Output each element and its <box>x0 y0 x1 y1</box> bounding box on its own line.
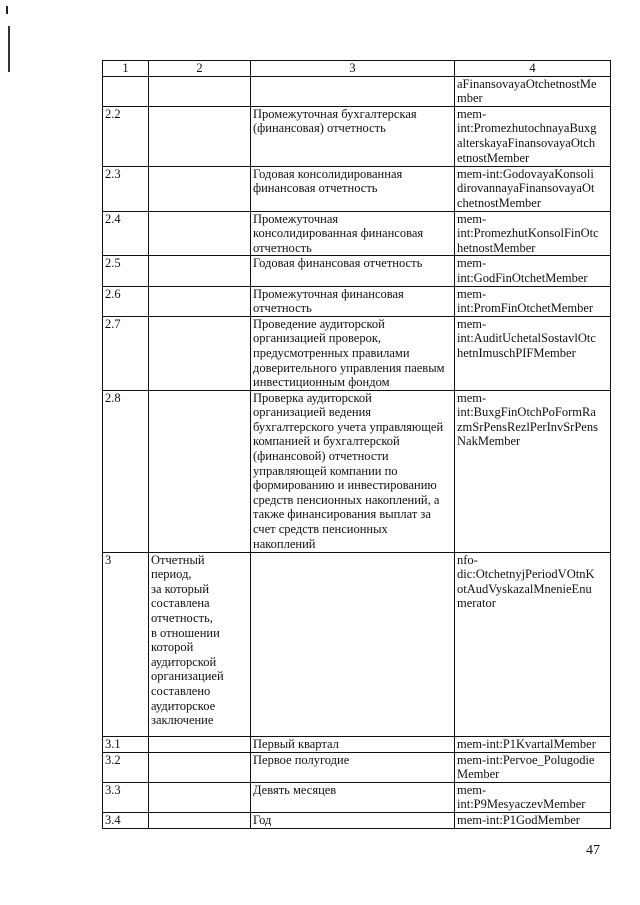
cell-col4 <box>455 166 611 211</box>
cell-line: (финансовой) отчетности <box>253 449 389 464</box>
column-header: 3 <box>251 61 455 77</box>
cell-line: Member <box>457 767 500 782</box>
cell-line: компанией и бухгалтерской <box>253 434 400 449</box>
cell-line: организацией ведения <box>253 405 372 420</box>
cell-col1: 3.2 <box>103 752 149 782</box>
cell-col3 <box>251 752 455 782</box>
cell-line: mem- <box>457 256 487 271</box>
cell-line: int:AuditUchetalSostavlOtc <box>457 331 596 346</box>
cell-line: (финансовая) отчетность <box>253 121 386 136</box>
cell-line: int:PromezhutKonsolFinOtc <box>457 226 599 241</box>
cell-col3 <box>251 286 455 316</box>
cell-line: период, <box>151 567 192 582</box>
cell-col1: 3.1 <box>103 736 149 752</box>
cell-col2 <box>149 166 251 211</box>
page-number: 47 <box>586 843 600 858</box>
cell-line: накоплений <box>253 536 316 551</box>
cell-col2 <box>149 752 251 782</box>
cell-line: Промежуточная бухгалтерская <box>253 106 417 121</box>
cell-col1: 3.3 <box>103 782 149 812</box>
cell-col3 <box>251 813 455 829</box>
cell-col4 <box>455 211 611 256</box>
table-header-row <box>103 61 611 77</box>
cell-col1: 2.6 <box>103 286 149 316</box>
cell-col2 <box>149 286 251 316</box>
cell-col4 <box>455 76 611 106</box>
cell-line: средств пенсионных накоплений, а <box>253 492 440 507</box>
cell-line: Годовая финансовая отчетность <box>253 256 423 271</box>
cell-line: счет средств пенсионных <box>253 522 388 537</box>
cell-col3 <box>251 316 455 390</box>
cell-col3 <box>251 256 455 286</box>
cell-line: отчетность, <box>151 611 213 626</box>
table-row <box>103 316 611 390</box>
cell-col1: 2.4 <box>103 211 149 256</box>
table-row <box>103 106 611 166</box>
cell-line: Проведение аудиторской <box>253 316 385 331</box>
cell-line: int:PromFinOtchetMember <box>457 301 594 316</box>
cell-line: аудиторской <box>151 654 217 669</box>
cell-col1 <box>103 76 149 106</box>
cell-line: dirovannayaFinansovayaOt <box>457 181 595 196</box>
cell-line: int:PromezhutochnayaBuxg <box>457 121 597 136</box>
table-row <box>103 736 611 752</box>
cell-line: int:BuxgFinOtchPoFormRa <box>457 405 596 420</box>
cell-col1: 2.8 <box>103 390 149 552</box>
cell-col1: 2.2 <box>103 106 149 166</box>
cell-line: предусмотренных правилами <box>253 345 410 360</box>
cell-col1: 3.4 <box>103 813 149 829</box>
table-row <box>103 166 611 211</box>
cell-line: консолидированная финансовая <box>253 226 424 241</box>
margin-bar <box>8 26 10 72</box>
table-row <box>103 390 611 552</box>
cell-line: финансовая отчетность <box>253 181 378 196</box>
cell-col3 <box>251 782 455 812</box>
cell-line: otAudVyskazalMnenieEnu <box>457 581 592 596</box>
cell-col3 <box>251 390 455 552</box>
cell-line: NakMember <box>457 434 521 449</box>
cell-line: mem- <box>457 782 487 797</box>
cell-line: int:GodFinOtchetMember <box>457 270 588 285</box>
table-row <box>103 552 611 736</box>
cell-line: Первый квартал <box>253 736 339 751</box>
cell-line: формированию и инвестированию <box>253 478 437 493</box>
cell-line: Годовая консолидированная <box>253 166 403 181</box>
cell-col2 <box>149 76 251 106</box>
cell-line: hetnImuschPIFMember <box>457 345 576 360</box>
cell-col3 <box>251 552 455 736</box>
table-row <box>103 813 611 829</box>
cell-line: mem-int:P1KvartalMember <box>457 736 596 751</box>
cell-line: Промежуточная <box>253 211 339 226</box>
cell-col2 <box>149 316 251 390</box>
column-header: 4 <box>455 61 611 77</box>
cell-col3 <box>251 211 455 256</box>
cell-line: merator <box>457 596 496 611</box>
cell-line: Первое полугодие <box>253 752 350 767</box>
table-row <box>103 256 611 286</box>
cell-line: mem- <box>457 286 487 301</box>
cell-col2 <box>149 552 251 736</box>
cell-line: составлено <box>151 684 211 699</box>
cell-line: chetnostMember <box>457 195 542 210</box>
cell-line: составлена <box>151 596 210 611</box>
cell-col2 <box>149 813 251 829</box>
cell-col2 <box>149 106 251 166</box>
table-row <box>103 286 611 316</box>
cell-col1: 2.3 <box>103 166 149 211</box>
cell-line: mem-int:P1GodMember <box>457 813 580 828</box>
margin-mark <box>6 6 8 14</box>
cell-col1: 2.7 <box>103 316 149 390</box>
cell-line: mem- <box>457 390 487 405</box>
cell-col3 <box>251 76 455 106</box>
cell-line: etnostMember <box>457 150 530 165</box>
cell-line: alterskayaFinansovayaOtch <box>457 135 596 150</box>
cell-col4 <box>455 552 611 736</box>
cell-line: dic:OtchetnyjPeriodVOtnK <box>457 567 595 582</box>
column-header: 1 <box>103 61 149 77</box>
cell-line: mber <box>457 91 483 106</box>
cell-line: заключение <box>151 713 214 728</box>
cell-line: отчетность <box>253 301 312 316</box>
column-header: 2 <box>149 61 251 77</box>
cell-line: за который <box>151 581 210 596</box>
cell-col4 <box>455 813 611 829</box>
cell-col4 <box>455 256 611 286</box>
cell-line: mem-int:GodovayaKonsoli <box>457 166 594 181</box>
cell-col4 <box>455 752 611 782</box>
cell-line: которой <box>151 640 194 655</box>
data-table <box>102 60 611 829</box>
cell-line: управляющей компании по <box>253 463 398 478</box>
cell-line: Девять месяцев <box>253 782 337 797</box>
cell-line: hetnostMember <box>457 240 536 255</box>
cell-line: mem- <box>457 106 487 121</box>
table-row <box>103 782 611 812</box>
cell-line: int:P9MesyaczevMember <box>457 797 586 812</box>
cell-col2 <box>149 211 251 256</box>
cell-line: Промежуточная финансовая <box>253 286 404 301</box>
cell-col4 <box>455 286 611 316</box>
cell-col4 <box>455 390 611 552</box>
cell-line: nfo- <box>457 552 478 567</box>
cell-line: Год <box>253 813 272 828</box>
cell-col4 <box>455 316 611 390</box>
cell-col1: 3 <box>103 552 149 736</box>
cell-line: доверительного управления паевым <box>253 360 445 375</box>
cell-line: организацией <box>151 669 224 684</box>
cell-col4 <box>455 106 611 166</box>
cell-col4 <box>455 736 611 752</box>
cell-line: аудиторское <box>151 698 216 713</box>
cell-col3 <box>251 166 455 211</box>
cell-line: mem- <box>457 316 487 331</box>
cell-col4 <box>455 782 611 812</box>
cell-line: инвестиционным фондом <box>253 375 390 390</box>
cell-col2 <box>149 782 251 812</box>
cell-line: aFinansovayaOtchetnostMe <box>457 76 597 91</box>
cell-col2 <box>149 390 251 552</box>
cell-line: организацией проверок, <box>253 331 382 346</box>
cell-line: бухгалтерского учета управляющей <box>253 419 444 434</box>
table-row <box>103 752 611 782</box>
table-row <box>103 211 611 256</box>
cell-line: Проверка аудиторской <box>253 390 372 405</box>
cell-col3 <box>251 106 455 166</box>
cell-col2 <box>149 256 251 286</box>
cell-line: zmSrPensRezlPerInvSrPens <box>457 419 598 434</box>
cell-line: в отношении <box>151 625 220 640</box>
cell-line: mem-int:Pervoe_Polugodie <box>457 752 595 767</box>
cell-line: также финансирования выплат за <box>253 507 431 522</box>
cell-line: Отчетный <box>151 552 205 567</box>
table-row <box>103 76 611 106</box>
cell-col2 <box>149 736 251 752</box>
cell-col3 <box>251 736 455 752</box>
cell-line: mem- <box>457 211 487 226</box>
cell-line: отчетность <box>253 240 312 255</box>
cell-col1: 2.5 <box>103 256 149 286</box>
